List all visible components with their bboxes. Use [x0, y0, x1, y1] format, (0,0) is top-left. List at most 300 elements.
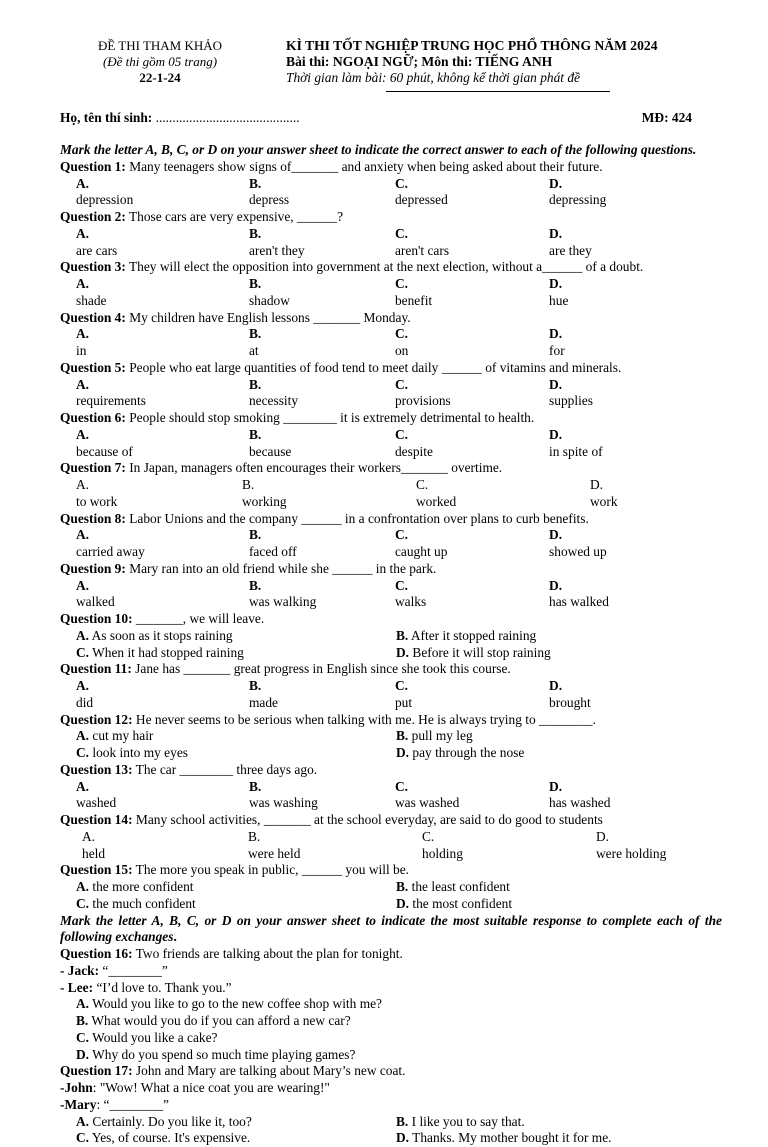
answer-option[interactable] — [396, 728, 716, 745]
option-text: to work — [76, 494, 222, 511]
option-text: Would you like a cake? — [92, 1030, 217, 1045]
answer-option[interactable] — [549, 226, 722, 260]
option-text: are they — [549, 243, 695, 260]
question-13 — [60, 762, 722, 779]
option-text: look into my eyes — [92, 745, 188, 760]
answer-option[interactable] — [60, 1047, 722, 1064]
option-letter: C. — [76, 1130, 89, 1145]
question-number: Question 10: — [60, 611, 133, 626]
answer-options — [60, 779, 722, 813]
option-text: the most confident — [412, 896, 512, 911]
option-letter: D. — [549, 427, 562, 442]
exam-type: ĐỀ THI THAM KHẢO — [60, 38, 260, 54]
section2-instruction — [60, 913, 722, 947]
answer-option[interactable] — [395, 377, 549, 411]
option-letter: D. — [396, 645, 409, 660]
answer-option[interactable] — [549, 377, 722, 411]
answer-option[interactable] — [249, 377, 395, 411]
option-letter: A. — [76, 477, 250, 494]
question-list — [60, 159, 722, 913]
question-text: Those cars are very expensive, ______? — [129, 209, 343, 224]
exam-subject: Bài thi: NGOẠI NGỮ; Môn thi: TIẾNG ANH — [286, 54, 726, 70]
option-letter: C. — [395, 779, 408, 794]
answer-option[interactable] — [76, 176, 249, 210]
option-letter: A. — [76, 996, 89, 1011]
answer-option[interactable] — [76, 1114, 396, 1131]
speaker-label: - Lee: — [60, 980, 93, 995]
answer-option[interactable] — [395, 176, 549, 210]
question-number: Question 16: — [60, 946, 133, 961]
question-number: Question 14: — [60, 812, 133, 827]
question-text: The car ________ three days ago. — [136, 762, 317, 777]
answer-option[interactable] — [76, 879, 396, 896]
option-text: Before it will stop raining — [412, 645, 550, 660]
option-letter: B. — [249, 427, 261, 442]
answer-option[interactable] — [396, 745, 716, 762]
option-text: on — [395, 343, 541, 360]
option-letter: C. — [395, 276, 408, 291]
option-text: has walked — [549, 594, 695, 611]
option-letter: B. — [396, 628, 408, 643]
answer-option[interactable] — [396, 1130, 716, 1147]
answer-option[interactable] — [76, 745, 396, 762]
question-8 — [60, 511, 722, 528]
answer-option[interactable] — [395, 779, 549, 813]
exchange-line — [60, 1080, 722, 1097]
exam-body — [60, 142, 722, 1147]
question-number: Question 15: — [60, 862, 133, 877]
answer-option[interactable] — [76, 326, 249, 360]
option-text: despite — [395, 444, 541, 461]
option-letter: B. — [249, 578, 261, 593]
answer-option[interactable] — [395, 527, 549, 561]
question-12 — [60, 712, 722, 729]
answer-option[interactable] — [82, 829, 248, 863]
option-text: depression — [76, 192, 222, 209]
option-letter: A. — [76, 427, 89, 442]
option-letter: D. — [549, 276, 562, 291]
option-letter: D. — [549, 226, 562, 241]
answer-option[interactable] — [76, 645, 396, 662]
answer-options — [60, 326, 722, 360]
question-16 — [60, 946, 722, 963]
question-14 — [60, 812, 722, 829]
question-15 — [60, 862, 722, 879]
option-text: because of — [76, 444, 222, 461]
question-text: People who eat large quantities of food tend to meet daily ______ of vitamins and minerals. — [129, 360, 621, 375]
option-text: shadow — [249, 293, 395, 310]
option-text: aren't cars — [395, 243, 541, 260]
option-text: was washed — [395, 795, 541, 812]
option-text: did — [76, 695, 222, 712]
option-letter: D. — [549, 377, 562, 392]
option-text: walks — [395, 594, 541, 611]
answer-options — [60, 678, 722, 712]
option-letter: A. — [76, 628, 89, 643]
student-name-label: Họ, tên thí sinh: — [60, 110, 152, 125]
answer-option[interactable] — [549, 176, 722, 210]
answer-options — [60, 226, 722, 260]
option-text: depress — [249, 192, 395, 209]
student-name-blank: ........................................... — [156, 110, 300, 125]
option-letter: B. — [249, 226, 261, 241]
option-text: As soon as it stops raining — [92, 628, 233, 643]
question-1 — [60, 159, 722, 176]
answer-option[interactable] — [590, 477, 764, 511]
option-text: After it stopped raining — [411, 628, 536, 643]
option-letter: D. — [596, 829, 768, 846]
section-instruction: Mark the letter A, B, C, or D on your answer sheet to indicate the correct answer to each of the following questions. — [60, 142, 722, 159]
option-letter: A. — [76, 779, 89, 794]
option-text: work — [590, 494, 736, 511]
answer-option[interactable] — [549, 578, 722, 612]
option-text: caught up — [395, 544, 541, 561]
question-text: People should stop smoking ________ it is extremely detrimental to health. — [129, 410, 534, 425]
option-text: the much confident — [92, 896, 195, 911]
answer-option[interactable] — [396, 628, 716, 645]
option-letter: C. — [76, 745, 89, 760]
option-letter: C. — [76, 1030, 89, 1045]
answer-option[interactable] — [249, 226, 395, 260]
option-letter: C. — [422, 829, 596, 846]
question-number: Question 3: — [60, 259, 126, 274]
option-text: brought — [549, 695, 695, 712]
option-text: provisions — [395, 393, 541, 410]
question-7 — [60, 460, 722, 477]
option-text: showed up — [549, 544, 695, 561]
option-letter: A. — [76, 678, 89, 693]
option-letter: C. — [395, 678, 408, 693]
option-text: Thanks. My mother bought it for me. — [412, 1130, 611, 1145]
option-letter: B. — [249, 377, 261, 392]
answer-option[interactable] — [249, 678, 395, 712]
option-text: pay through the nose — [412, 745, 524, 760]
option-letter: B. — [76, 1013, 88, 1028]
speaker-text: “________” — [102, 963, 167, 978]
answer-option[interactable] — [549, 779, 722, 813]
page-count: (Đề thi gồm 05 trang) — [60, 54, 260, 70]
answer-option[interactable] — [76, 678, 249, 712]
option-text: benefit — [395, 293, 541, 310]
option-letter: C. — [395, 527, 408, 542]
answer-option[interactable] — [396, 645, 716, 662]
answer-option[interactable] — [76, 896, 396, 913]
option-letter: A. — [76, 879, 89, 894]
answer-option[interactable] — [76, 728, 396, 745]
option-letter: B. — [249, 527, 261, 542]
option-text: walked — [76, 594, 222, 611]
answer-option[interactable] — [249, 578, 395, 612]
option-text: were held — [248, 846, 394, 863]
question-text: The more you speak in public, ______ you will be. — [136, 862, 409, 877]
option-text: for — [549, 343, 695, 360]
answer-option[interactable] — [76, 527, 249, 561]
option-text: held — [82, 846, 228, 863]
question-text: Labor Unions and the company ______ in a confrontation over plans to curb benefits. — [129, 511, 589, 526]
option-text: Why do you spend so much time playing games? — [92, 1047, 355, 1062]
option-text: at — [249, 343, 395, 360]
option-text: cut my hair — [92, 728, 153, 743]
answer-options — [60, 176, 722, 210]
option-text: was washing — [249, 795, 395, 812]
option-letter: D. — [549, 527, 562, 542]
answer-options — [60, 276, 722, 310]
option-letter: A. — [76, 578, 89, 593]
option-text: the least confident — [412, 879, 510, 894]
question-5 — [60, 360, 722, 377]
answer-options — [60, 527, 722, 561]
question-text: Many school activities, _______ at the school everyday, are said to do good to students — [136, 812, 603, 827]
question-number: Question 5: — [60, 360, 126, 375]
option-text: What would you do if you can afford a new car? — [91, 1013, 350, 1028]
option-letter: C. — [395, 176, 408, 191]
option-letter: B. — [249, 779, 261, 794]
option-letter: C. — [76, 896, 89, 911]
answer-options — [60, 427, 722, 461]
question-number: Question 4: — [60, 310, 126, 325]
speaker-label: - Jack: — [60, 963, 99, 978]
option-letter: D. — [549, 578, 562, 593]
answer-options — [60, 628, 722, 662]
question-number: Question 8: — [60, 511, 126, 526]
answer-options — [60, 879, 722, 913]
option-letter: A. — [76, 1114, 89, 1129]
option-text: the more confident — [92, 879, 193, 894]
answer-options — [60, 578, 722, 612]
answer-option[interactable] — [76, 226, 249, 260]
option-text: requirements — [76, 393, 222, 410]
question-text: John and Mary are talking about Mary’s new coat. — [136, 1063, 406, 1078]
option-text: When it had stopped raining — [92, 645, 244, 660]
option-text: holding — [422, 846, 568, 863]
answer-option[interactable] — [395, 226, 549, 260]
answer-option[interactable] — [60, 1013, 722, 1030]
answer-option[interactable] — [395, 326, 549, 360]
option-text: put — [395, 695, 541, 712]
option-letter: C. — [395, 427, 408, 442]
option-letter: D. — [549, 326, 562, 341]
option-letter: A. — [76, 276, 89, 291]
answer-option[interactable] — [549, 678, 722, 712]
option-letter: D. — [549, 779, 562, 794]
speaker-label: -Mary — [60, 1097, 96, 1112]
answer-option[interactable] — [396, 896, 716, 913]
answer-option[interactable] — [395, 427, 549, 461]
option-letter: D. — [396, 896, 409, 911]
speaker-text: : "Wow! What a nice coat you are wearing!" — [93, 1080, 330, 1095]
option-letter: D. — [549, 678, 562, 693]
option-letter: A. — [76, 527, 89, 542]
option-letter: C. — [395, 226, 408, 241]
question-text: Two friends are talking about the plan for tonight. — [136, 946, 403, 961]
answer-option[interactable] — [596, 829, 768, 863]
option-letter: A. — [76, 176, 89, 191]
answer-options — [60, 1114, 722, 1147]
answer-option[interactable] — [249, 326, 395, 360]
option-letter: C. — [395, 578, 408, 593]
option-letter: B. — [249, 176, 261, 191]
option-text: aren't they — [249, 243, 395, 260]
option-letter: A. — [82, 829, 256, 846]
option-letter: D. — [76, 1047, 89, 1062]
question-number: Question 6: — [60, 410, 126, 425]
answer-option[interactable] — [76, 578, 249, 612]
answer-option[interactable] — [249, 176, 395, 210]
question-number: Question 2: — [60, 209, 126, 224]
option-letter: B. — [396, 879, 408, 894]
exchange-line — [60, 980, 722, 997]
option-text: made — [249, 695, 395, 712]
question-2 — [60, 209, 722, 226]
exchange-line — [60, 1097, 722, 1114]
answer-option[interactable] — [60, 996, 722, 1013]
answer-option[interactable] — [76, 477, 242, 511]
option-text: washed — [76, 795, 222, 812]
answer-option[interactable] — [76, 276, 249, 310]
option-letter: D. — [396, 745, 409, 760]
option-letter: B. — [249, 678, 261, 693]
option-text: carried away — [76, 544, 222, 561]
question-11 — [60, 661, 722, 678]
exam-header-left — [60, 38, 260, 86]
option-text: were holding — [596, 846, 742, 863]
answer-option[interactable] — [249, 276, 395, 310]
question-text: My children have English lessons _______ Monday. — [129, 310, 410, 325]
option-letter: B. — [396, 728, 408, 743]
student-name-row — [60, 110, 722, 126]
option-text: necessity — [249, 393, 395, 410]
answer-option[interactable] — [60, 1030, 722, 1047]
option-letter: A. — [76, 326, 89, 341]
option-text: depressing — [549, 192, 695, 209]
answer-option[interactable] — [242, 477, 416, 511]
section2-instruction-period: . — [173, 929, 176, 944]
answer-option[interactable] — [76, 1130, 396, 1147]
option-letter: D. — [396, 1130, 409, 1145]
option-letter: B. — [396, 1114, 408, 1129]
answer-option[interactable] — [76, 377, 249, 411]
exam-header-right — [286, 38, 726, 86]
option-text: in — [76, 343, 222, 360]
option-text: worked — [416, 494, 562, 511]
option-letter: D. — [590, 477, 764, 494]
answer-option[interactable] — [248, 829, 422, 863]
answer-option[interactable] — [549, 326, 722, 360]
answer-option[interactable] — [395, 678, 549, 712]
option-text: are cars — [76, 243, 222, 260]
option-text: working — [242, 494, 388, 511]
question-text: They will elect the opposition into government at the next election, without a______ of a doubt. — [129, 259, 643, 274]
option-letter: A. — [76, 377, 89, 392]
speaker-text: “I’d love to. Thank you.” — [96, 980, 231, 995]
option-text: Would you like to go to the new coffee shop with me? — [92, 996, 382, 1011]
answer-option[interactable] — [249, 527, 395, 561]
option-letter: A. — [76, 226, 89, 241]
question-text: Mary ran into an old friend while she ______ in the park. — [129, 561, 436, 576]
answer-option[interactable] — [76, 628, 396, 645]
exam-code: MĐ: 424 — [642, 110, 692, 126]
option-text: because — [249, 444, 395, 461]
option-text: in spite of — [549, 444, 695, 461]
exam-date: 22-1-24 — [60, 70, 260, 86]
answer-option[interactable] — [416, 477, 590, 511]
option-text: shade — [76, 293, 222, 310]
answer-option[interactable] — [396, 879, 716, 896]
question-number: Question 7: — [60, 460, 126, 475]
question-number: Question 17: — [60, 1063, 133, 1078]
answer-option[interactable] — [76, 779, 249, 813]
answer-options — [60, 728, 722, 762]
answer-options — [60, 377, 722, 411]
option-letter: C. — [76, 645, 89, 660]
speaker-text: : “________” — [96, 1097, 169, 1112]
option-text: depressed — [395, 192, 541, 209]
option-letter: C. — [395, 377, 408, 392]
answer-option[interactable] — [422, 829, 596, 863]
option-text: hue — [549, 293, 695, 310]
option-letter: B. — [248, 829, 422, 846]
question-text: In Japan, managers often encourages their workers_______ overtime. — [129, 460, 502, 475]
question-text: Many teenagers show signs of_______ and anxiety when being asked about their future. — [129, 159, 602, 174]
answer-option[interactable] — [249, 427, 395, 461]
option-text: supplies — [549, 393, 695, 410]
question-4 — [60, 310, 722, 327]
answer-option[interactable] — [395, 276, 549, 310]
question-number: Question 12: — [60, 712, 133, 727]
question-6 — [60, 410, 722, 427]
option-letter: B. — [242, 477, 416, 494]
exchange-line — [60, 963, 722, 980]
question-text: Jane has _______ great progress in English since she took this course. — [135, 661, 511, 676]
option-text: pull my leg — [412, 728, 473, 743]
header-divider — [386, 91, 610, 92]
answer-option[interactable] — [249, 779, 395, 813]
answer-option[interactable] — [395, 578, 549, 612]
option-text: Certainly. Do you like it, too? — [92, 1114, 251, 1129]
question-text: He never seems to be serious when talking with me. He is always trying to ________. — [136, 712, 596, 727]
answer-options — [60, 477, 722, 511]
question-number: Question 11: — [60, 661, 132, 676]
option-letter: B. — [249, 276, 261, 291]
option-text: Yes, of course. It's expensive. — [92, 1130, 250, 1145]
answer-option[interactable] — [549, 527, 722, 561]
speaker-label: -John — [60, 1080, 93, 1095]
question-number: Question 1: — [60, 159, 126, 174]
option-text: I like you to say that. — [412, 1114, 525, 1129]
question-3 — [60, 259, 722, 276]
answer-option[interactable] — [549, 427, 722, 461]
option-text: has washed — [549, 795, 695, 812]
exam-duration: Thời gian làm bài: 60 phút, không kể thời gian phát đề — [286, 70, 726, 86]
option-letter: D. — [549, 176, 562, 191]
question-9 — [60, 561, 722, 578]
answer-options — [60, 829, 722, 863]
question-text: _______, we will leave. — [136, 611, 264, 626]
question-10 — [60, 611, 722, 628]
option-letter: C. — [395, 326, 408, 341]
option-letter: B. — [249, 326, 261, 341]
exam-title: KÌ THI TỐT NGHIỆP TRUNG HỌC PHỔ THÔNG NĂM 2024 — [286, 38, 726, 54]
option-letter: C. — [416, 477, 590, 494]
answer-option[interactable] — [396, 1114, 716, 1131]
question-17 — [60, 1063, 722, 1080]
answer-option[interactable] — [549, 276, 722, 310]
question-number: Question 13: — [60, 762, 133, 777]
option-text: faced off — [249, 544, 395, 561]
answer-option[interactable] — [76, 427, 249, 461]
option-text: was walking — [249, 594, 395, 611]
question-number: Question 9: — [60, 561, 126, 576]
